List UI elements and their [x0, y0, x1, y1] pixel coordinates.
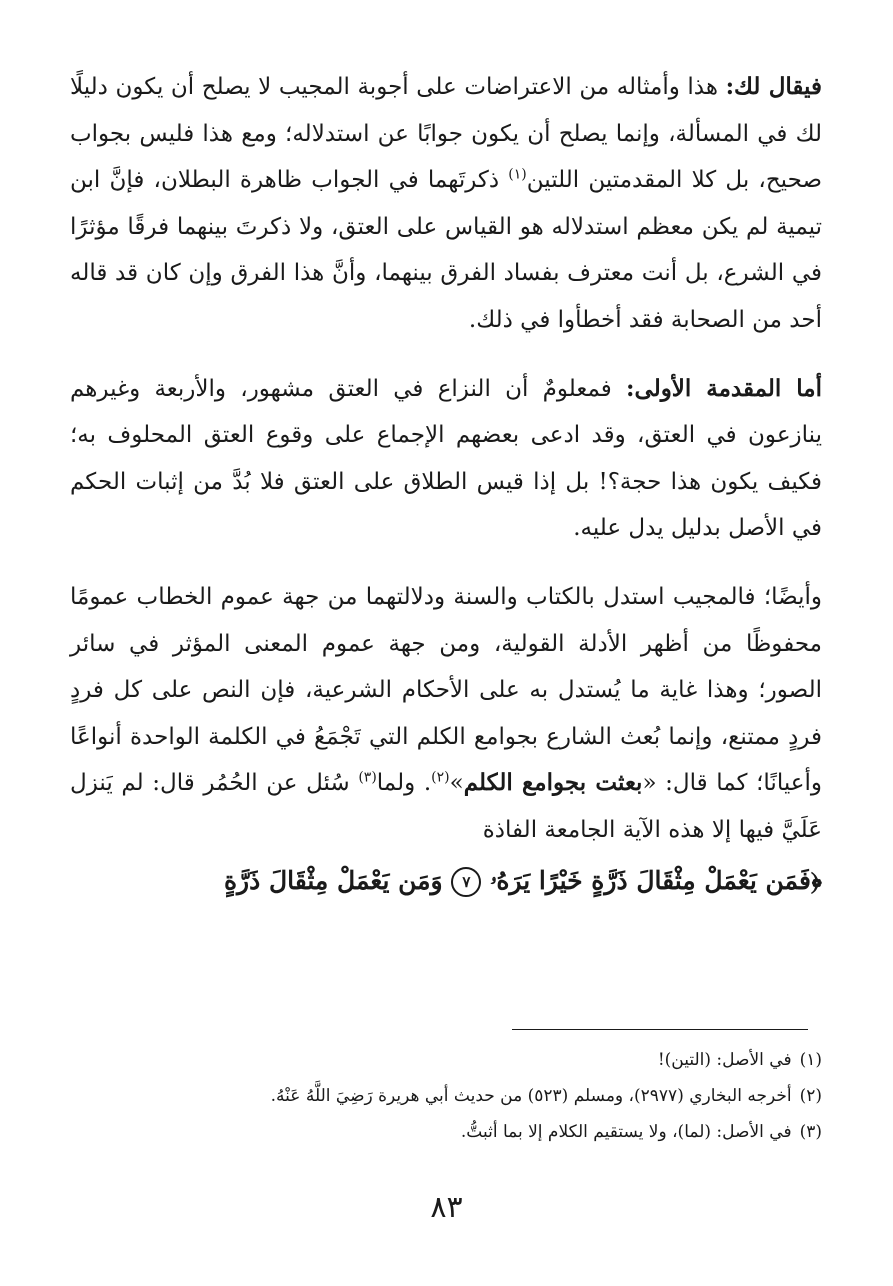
footnote-1-text: في الأصل: (التين)!	[657, 1050, 792, 1070]
paragraph-1	[70, 64, 822, 344]
paragraph-3	[70, 574, 822, 854]
quran-verse	[70, 856, 822, 906]
paragraph-2-text: فمعلومٌ أن النزاع في العتق مشهور، والأربعة وغيرهم ينازعون في العتق، وقد ادعى بعضهم الإجماع على وقوع العتق المحلوف به؛ فكيف يكون هذا حجة؟! بل إذا قيس الطلاق على العتق فلا بُدَّ من إثبات الحكم في الأصل بدليل يدل عليه.	[70, 375, 822, 542]
footnote-ref-2[interactable]: (٢)	[431, 769, 450, 786]
quran-verse-part-b: وَمَن يَعْمَلْ مِثْقَالَ ذَرَّةٍ	[223, 865, 443, 895]
footnote-ref-3[interactable]: (٣)	[358, 769, 377, 786]
paragraph-3-text-d: سُئل عن الحُمُر قال: لم يَنزل عَلَيَّ فيها إلا هذه الآية الجامعة الفاذة	[70, 770, 822, 843]
paragraph-1-lead: فيقال لك:	[725, 73, 822, 100]
footnote-3-number: (٣)	[799, 1122, 822, 1142]
footnote-2-text: أخرجه البخاري (٢٩٧٧)، ومسلم (٥٢٣) من حديث أبي هريرة رَضِيَ اللَّهُ عَنْهُ.	[270, 1086, 792, 1106]
paragraph-1-text-a: هذا وأمثاله من الاعتراضات على أجوبة المجيب لا يصلح أن يكون دليلًا لك في المسألة، وإنما يصلح أن يكون جوابًا عن استدلاله؛ ومع هذا فليس بجواب صحيح، بل كلا المقدمتين اللتين	[70, 74, 822, 194]
footnote-3	[70, 1114, 822, 1150]
paragraph-2	[70, 366, 822, 552]
footnote-separator	[512, 1029, 808, 1030]
hadith-quote: بعثت بجوامع الكلم	[463, 769, 643, 797]
paragraph-1-text-b: ذكرتَهما في الجواب ظاهرة البطلان، فإنَّ ابن تيمية لم يكن معظم استدلاله هو القياس على العتق، ولا ذكرتَ بينهما فرقًا مؤثرًا في الشرع، بل أنت معترف بفساد الفرق بينهما، وأنَّ هذا الفرق وإن كان قد قاله أحد من الصحابة فقد أخطأوا في ذلك.	[70, 167, 822, 333]
footnote-2-number: (٢)	[799, 1086, 822, 1106]
paragraph-3-text-a: وأيضًا؛ فالمجيب استدل بالكتاب والسنة ودلالتهما من جهة عموم الخطاب عمومًا محفوظًا من أظهر الأدلة القولية، ومن جهة عموم المعنى المؤثر في سائر الصور؛ وهذا غاية ما يُستدل به على الأحكام الشرعية، فإن النص على كل فردٍ فردٍ ممتنع، وإنما بُعث الشارع بجوامع الكلم التي تَجْمَعُ في الكلمة الواحدة أنواعًا وأعيانًا؛ كما قال: «	[70, 583, 823, 797]
footnotes	[70, 1042, 822, 1150]
footnote-1-number: (١)	[799, 1050, 822, 1070]
paragraph-2-lead: أما المقدمة الأولى:	[626, 374, 822, 402]
quran-verse-part-a: ﴿فَمَن يَعْمَلْ مِثْقَالَ ذَرَّةٍ خَيْرًا يَرَهُۥ	[490, 865, 822, 895]
footnote-ref-1[interactable]: (١)	[508, 166, 527, 183]
footnote-3-text: في الأصل: (لما)، ولا يستقيم الكلام إلا بما أثبتُّ.	[460, 1122, 792, 1142]
page-number: ٨٣	[430, 1190, 463, 1225]
main-text	[70, 64, 822, 906]
footnote-2	[70, 1078, 822, 1114]
paragraph-3-quote-close: »	[449, 770, 464, 797]
paragraph-3-text-c: . ولما	[376, 770, 432, 797]
verse-number-marker: ٧	[451, 867, 481, 897]
footnote-1	[70, 1042, 822, 1078]
